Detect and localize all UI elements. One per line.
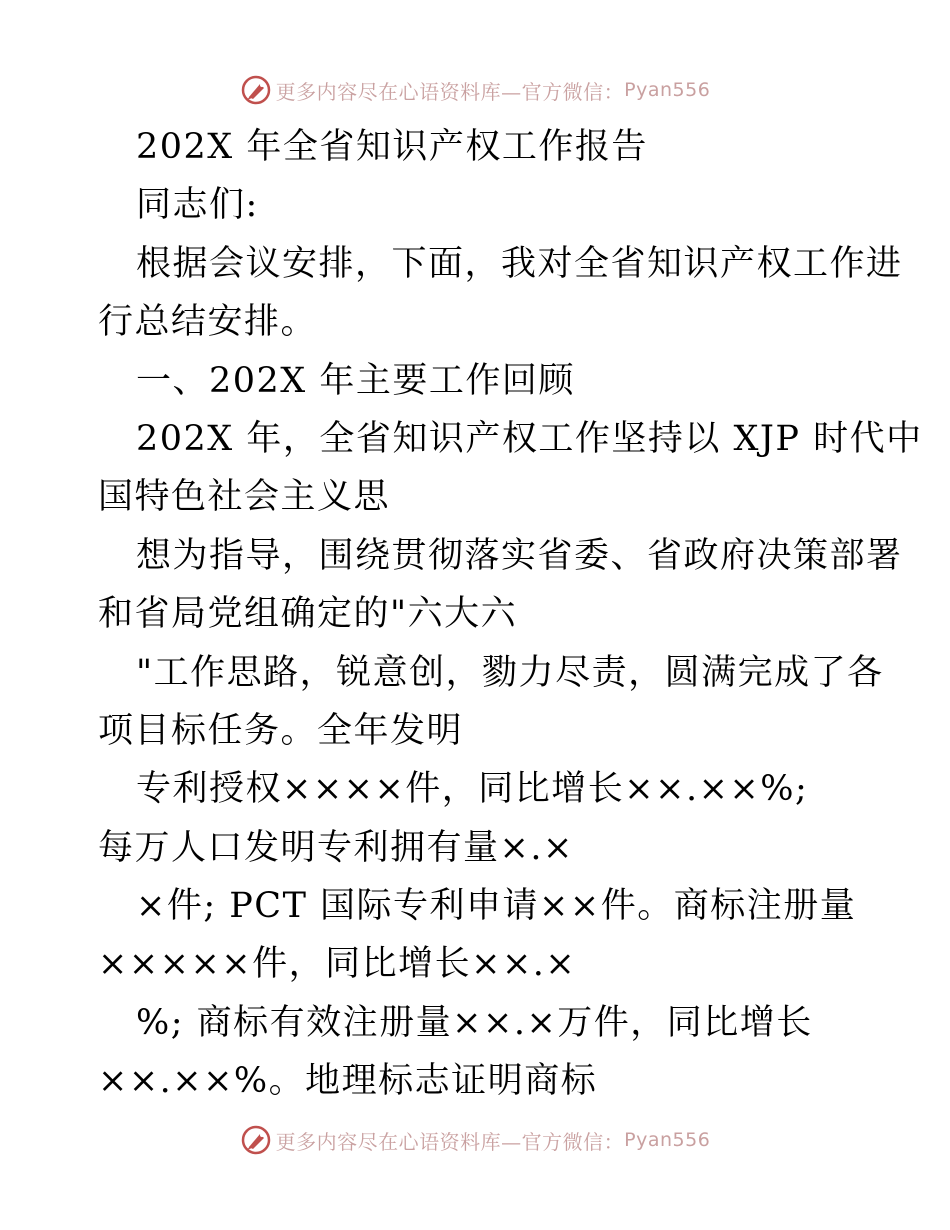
document-body — [98, 118, 923, 1111]
watermark-main-text: 更多内容尽在心语资料库— — [275, 79, 522, 104]
watermark-sub-text: 官方微信： — [521, 1129, 625, 1154]
document-title: 202X 年全省知识产权工作报告 — [136, 127, 648, 167]
paragraph-line: 每万人口发明专利拥有量×.× — [98, 827, 574, 868]
section-heading: 一、202X 年主要工作回顾 — [136, 360, 575, 401]
paragraph-line: 和省局党组确定的"六大六 — [98, 594, 518, 635]
paragraph-line: 项目标任务。全年发明 — [98, 710, 464, 751]
watermark-sub-text: 官方微信： — [521, 79, 625, 104]
paragraph-line: ××.××%。地理标志证明商标 — [98, 1061, 598, 1102]
paragraph-line: ×件; PCT 国际专利申请××件。商标注册量 — [136, 886, 857, 927]
paragraph-line: 202X 年，全省知识产权工作坚持以 XJP 时代中 — [136, 418, 923, 459]
watermark-handle: Pyan556 — [624, 1129, 711, 1151]
paragraph-line: 专利授权××××件，同比增长××.××%; — [136, 769, 809, 810]
pen-nib-logo-icon — [240, 74, 272, 106]
paragraph-line: 行总结安排。 — [98, 302, 318, 343]
watermark-handle: Pyan556 — [624, 79, 711, 101]
paragraph-line: ×××××件，同比增长××.× — [98, 944, 577, 985]
paragraph-line: "工作思路，锐意创，勠力尽责，圆满完成了各 — [136, 652, 884, 693]
watermark-main-text: 更多内容尽在心语资料库— — [275, 1129, 522, 1154]
pen-nib-logo-icon — [240, 1124, 272, 1156]
header-watermark — [0, 70, 950, 110]
paragraph-line: 根据会议安排，下面，我对全省知识产权工作进 — [136, 243, 903, 284]
paragraph-line: 国特色社会主义思 — [98, 477, 391, 518]
footer-watermark — [0, 1120, 950, 1160]
salutation: 同志们: — [136, 185, 259, 226]
paragraph-line: 想为指导，围绕贯彻落实省委、省政府决策部署 — [136, 535, 903, 576]
paragraph-line: %; 商标有效注册量××.×万件，同比增长 — [136, 1002, 813, 1043]
